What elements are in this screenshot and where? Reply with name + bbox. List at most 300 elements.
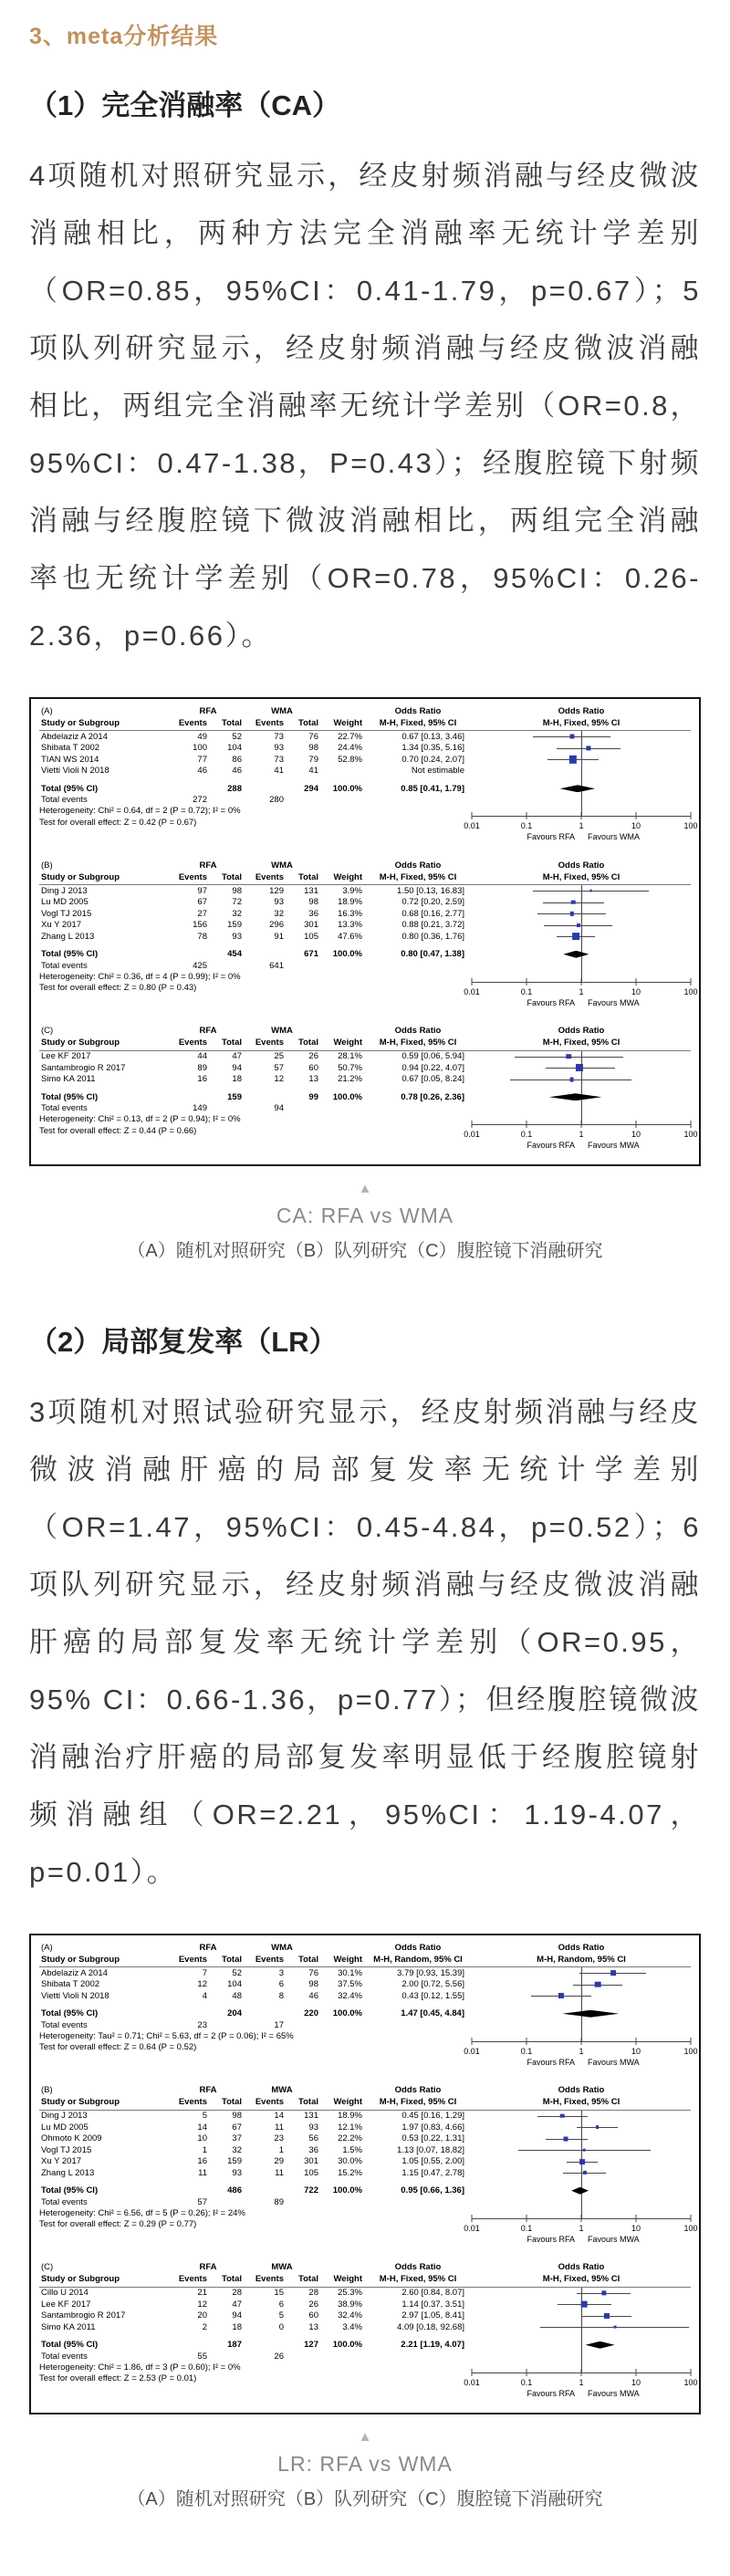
total-n1: 486 xyxy=(227,2185,242,2195)
effect-plot-header: Odds Ratio xyxy=(558,2262,605,2273)
group1-header: RFA xyxy=(199,860,217,871)
events1: 67 xyxy=(197,897,207,907)
subsection-title-lr: （2）局部复发率（LR） xyxy=(29,1326,338,1358)
study-name: Vogl TJ 2015 xyxy=(41,908,92,919)
plot-cell xyxy=(472,1051,691,1063)
forest-study-row xyxy=(39,908,691,920)
events2: 0 xyxy=(278,2321,284,2332)
no-effect-vertical-line xyxy=(581,2002,582,2008)
axis-tick-label: 10 xyxy=(631,2046,641,2056)
effect-marker xyxy=(583,2171,587,2174)
effect-marker xyxy=(581,2301,588,2308)
ci-text: 0.68 [0.16, 2.77] xyxy=(402,908,464,919)
total-n2: 722 xyxy=(304,2185,318,2195)
forest-header-row xyxy=(39,1026,691,1038)
effect-marker xyxy=(571,900,576,904)
group1-header: RFA xyxy=(199,705,217,716)
events1: 100 xyxy=(193,743,207,753)
total-events2: 641 xyxy=(269,960,284,971)
total2: 46 xyxy=(308,1990,318,2001)
weight: 38.9% xyxy=(338,2299,362,2310)
total-n2: 99 xyxy=(308,1091,318,1102)
events1: 1 xyxy=(202,2144,207,2155)
ci-text: 1.14 [0.37, 3.51] xyxy=(402,2299,464,2310)
axis-tick-label: 0.01 xyxy=(464,821,480,830)
column-header: Weight xyxy=(333,717,362,728)
axis-tick-label: 100 xyxy=(683,2377,698,2387)
effect-marker xyxy=(572,933,579,940)
events2: 129 xyxy=(269,885,284,896)
events2: 57 xyxy=(274,1062,284,1073)
total-diamond xyxy=(549,1093,601,1100)
events1: 156 xyxy=(193,920,207,930)
forest-study-row xyxy=(39,2133,691,2145)
total-events2: 89 xyxy=(274,2196,284,2207)
effect-marker xyxy=(566,1054,571,1059)
plot-cell xyxy=(472,2299,691,2310)
column-header: Events xyxy=(178,2274,207,2285)
forest-footer-row xyxy=(39,971,698,1014)
weight: 18.9% xyxy=(338,2111,362,2121)
study-name: Lee KF 2017 xyxy=(41,1051,91,1061)
plot-cell xyxy=(472,2196,691,2208)
plot-cell xyxy=(472,2019,691,2031)
effect-marker xyxy=(589,890,592,892)
panel-label: (B) xyxy=(41,860,53,871)
weight: 32.4% xyxy=(338,1990,362,2001)
weight: 28.1% xyxy=(338,1051,362,1061)
forest-total-row xyxy=(39,949,691,961)
events2: 91 xyxy=(274,931,284,942)
paragraph-ca: 4项随机对照研究显示，经皮射频消融与经皮微波消融相比，两种方法完全消融率无统计学差别（OR=0.85，95%CI：0.41-1.79，p=0.67）；5项队列研究显示，经皮射频消融与经皮微波消融相比，两组完全消融率无统计学差别（OR=0.8，95%CI：0.47-1.38，P=0.43）；经腹腔镜下射频消融与经腹腔镜下微波消融相比，两组完全消融率也无统计学差别（OR=0.78，95%CI：0.26-2.36，p=0.66）。 xyxy=(29,160,701,652)
total2: 105 xyxy=(304,931,318,942)
total-events-label: Total events xyxy=(41,2196,88,2207)
total1: 159 xyxy=(227,2156,242,2166)
column-header: Total xyxy=(222,717,242,728)
effect-marker xyxy=(583,2149,586,2152)
study-name: TIAN WS 2014 xyxy=(41,754,99,765)
axis-tick xyxy=(472,2215,473,2222)
overall-effect-text: Test for overall effect: Z = 2.53 (P = 0.01) xyxy=(39,2373,197,2383)
no-effect-vertical-line xyxy=(581,1085,582,1091)
forest-plot-lr-image[interactable] xyxy=(29,1934,701,2414)
figure-caption-lr: LR: RFA vs WMA xyxy=(277,2451,453,2476)
effect-marker xyxy=(569,735,574,739)
total-label: Total (95% CI) xyxy=(41,2008,99,2018)
forest-axis xyxy=(464,2031,698,2073)
forest-study-row xyxy=(39,743,691,755)
events2: 11 xyxy=(275,2167,284,2178)
events2: 73 xyxy=(274,731,284,742)
axis-tick-label: 0.01 xyxy=(464,2377,480,2387)
effect-marker xyxy=(570,912,574,915)
total2: 26 xyxy=(308,1051,318,1061)
method-plot-header: M-H, Fixed, 95% CI xyxy=(542,871,620,882)
spacer-row xyxy=(39,943,691,949)
total1: 47 xyxy=(232,1051,242,1061)
forest-study-row xyxy=(39,2321,691,2333)
ci-text: 0.80 [0.36, 1.76] xyxy=(402,931,464,942)
axis-tick xyxy=(581,978,582,986)
effect-header: Odds Ratio xyxy=(394,705,442,716)
events1: 7 xyxy=(202,1967,207,1978)
study-name: Xu Y 2017 xyxy=(41,2156,82,2166)
total-ci-text: 0.80 [0.47, 1.38] xyxy=(401,949,464,959)
total1: 18 xyxy=(232,1074,242,1084)
stats-text xyxy=(39,1114,472,1137)
study-name: Ding J 2013 xyxy=(41,2111,88,2121)
total-events1: 57 xyxy=(197,2196,207,2207)
plot-cell xyxy=(472,2144,691,2156)
plot-cell xyxy=(472,2156,691,2168)
favours-right-label: Favours MWA xyxy=(588,2234,640,2244)
total-events1: 425 xyxy=(193,960,207,971)
ci-text: 1.97 [0.83, 4.66] xyxy=(402,2122,464,2133)
study-name: Vietti Violi N 2018 xyxy=(41,766,110,776)
forest-column-header-row xyxy=(39,2274,691,2288)
heterogeneity-text: Heterogeneity: Chi² = 0.64, df = 2 (P = 0.72); I² = 0% xyxy=(39,806,241,816)
ci-text: 0.67 [0.05, 8.24] xyxy=(402,1074,464,1084)
study-name: Santambrogio R 2017 xyxy=(41,2310,126,2320)
axis-tick xyxy=(581,812,582,819)
ci-text: 4.09 [0.18, 92.68] xyxy=(397,2321,464,2332)
axis-tick-label: 100 xyxy=(683,2046,698,2056)
total1: 52 xyxy=(232,731,242,742)
total1: 159 xyxy=(227,920,242,930)
ci-text: 2.00 [0.72, 5.56] xyxy=(402,1979,464,1989)
column-header: Weight xyxy=(333,1038,362,1048)
axis-tick xyxy=(581,2038,582,2045)
forest-events-row xyxy=(39,795,691,807)
events1: 21 xyxy=(197,2288,207,2298)
axis-tick-label: 100 xyxy=(683,986,698,996)
forest-events-row xyxy=(39,2351,691,2362)
column-header: Events xyxy=(255,2274,284,2285)
axis-tick xyxy=(581,1121,582,1128)
events2: 29 xyxy=(274,2156,284,2166)
axis-tick-label: 0.1 xyxy=(520,986,533,996)
weight: 22.2% xyxy=(338,2133,362,2143)
total1: 67 xyxy=(232,2122,242,2133)
no-effect-vertical-line xyxy=(581,795,582,807)
figure-note-ca: （A）随机对照研究（B）队列研究（C）腹腔镜下消融研究 xyxy=(127,1241,603,1261)
axis-tick-label: 1 xyxy=(579,2046,584,2056)
total2: 301 xyxy=(304,920,318,930)
plot-cell xyxy=(472,885,691,897)
axis-tick xyxy=(472,812,473,819)
total-diamond xyxy=(571,2187,589,2195)
total-events1: 23 xyxy=(197,2019,207,2030)
total1: 32 xyxy=(232,908,242,919)
study-name: Zhang L 2013 xyxy=(41,931,95,942)
study-name: Santambrogio R 2017 xyxy=(41,1062,126,1073)
ci-text: 2.60 [0.84, 8.07] xyxy=(402,2288,464,2298)
effect-marker xyxy=(569,1077,574,1081)
effect-header: Odds Ratio xyxy=(394,2262,442,2273)
events2: 23 xyxy=(274,2133,284,2143)
ci-text: 0.59 [0.06, 5.94] xyxy=(402,1051,464,1061)
study-name: Lee KF 2017 xyxy=(41,2299,91,2310)
events2: 93 xyxy=(274,743,284,753)
total2: 36 xyxy=(308,2144,318,2155)
events1: 10 xyxy=(197,2133,207,2143)
events2: 8 xyxy=(278,1990,284,2001)
stats-text xyxy=(39,806,472,829)
plot-cell xyxy=(472,920,691,932)
events1: 14 xyxy=(197,2122,207,2133)
column-header: Total xyxy=(298,871,318,882)
forest-header-row xyxy=(39,2262,691,2274)
events1: 77 xyxy=(197,754,207,765)
plot-cell xyxy=(472,766,691,777)
plot-cell xyxy=(472,1074,691,1086)
events2: 1 xyxy=(278,2144,284,2155)
weight: 3.4% xyxy=(342,2321,362,2332)
study-name: Lu MD 2005 xyxy=(41,897,89,907)
no-effect-vertical-line xyxy=(581,777,582,783)
no-effect-vertical-line xyxy=(581,2179,582,2185)
weight: 12.1% xyxy=(338,2122,362,2133)
method-plot-header: M-H, Fixed, 95% CI xyxy=(542,1038,620,1048)
total-weight: 100.0% xyxy=(332,2008,362,2018)
events1: 44 xyxy=(197,1051,207,1061)
method-header: M-H, Random, 95% CI xyxy=(373,1954,463,1965)
panel-label: (B) xyxy=(41,2085,53,2096)
plot-cell xyxy=(472,949,691,961)
forest-column-header-row xyxy=(39,1038,691,1051)
ci-text: 1.50 [0.13, 16.83] xyxy=(397,885,464,896)
total2: 79 xyxy=(308,754,318,765)
study-name: Simo KA 2011 xyxy=(41,1074,96,1084)
weight: 15.2% xyxy=(338,2167,362,2178)
forest-axis xyxy=(464,2362,698,2404)
forest-plot-ca-image[interactable] xyxy=(29,697,701,1166)
column-header: Events xyxy=(255,1038,284,1048)
ci-text: 0.88 [0.21, 3.72] xyxy=(402,920,464,930)
overall-effect-text: Test for overall effect: Z = 0.42 (P = 0.67) xyxy=(39,817,197,828)
axis-tick-label: 100 xyxy=(683,821,698,830)
no-effect-vertical-line xyxy=(581,943,582,949)
column-header: Events xyxy=(255,871,284,882)
forest-study-row xyxy=(39,2122,691,2133)
method-header: M-H, Fixed, 95% CI xyxy=(379,2274,457,2285)
forest-study-row xyxy=(39,1051,691,1063)
weight: 24.4% xyxy=(338,743,362,753)
no-effect-vertical-line xyxy=(581,2340,582,2352)
total-weight: 100.0% xyxy=(332,949,362,959)
collapse-triangle-icon: ▲ xyxy=(358,2428,372,2445)
axis-tick-label: 10 xyxy=(631,821,641,830)
plot-cell xyxy=(472,897,691,909)
section-complete-ablation xyxy=(29,82,701,1262)
heterogeneity-text: Heterogeneity: Chi² = 0.36, df = 4 (P = 0.99); I² = 0% xyxy=(39,971,241,982)
plot-cell xyxy=(472,2008,691,2020)
column-header: Study or Subgroup xyxy=(41,717,120,728)
method-plot-header: M-H, Fixed, 95% CI xyxy=(542,2274,620,2285)
total1: 46 xyxy=(232,766,242,776)
axis-tick-label: 0.1 xyxy=(520,2223,533,2233)
axis-tick xyxy=(636,978,637,986)
forest-study-row xyxy=(39,2288,691,2300)
study-name: Vogl TJ 2015 xyxy=(41,2144,92,2155)
forest-axis xyxy=(464,1114,698,1156)
column-header: Total xyxy=(222,2274,242,2285)
ci-text: 1.15 [0.47, 2.78] xyxy=(402,2167,464,2178)
column-header: Weight xyxy=(333,1954,362,1965)
events1: 12 xyxy=(197,1979,207,1989)
overall-effect-text: Test for overall effect: Z = 0.29 (P = 0.77) xyxy=(39,2219,197,2229)
total-ci-text: 0.95 [0.66, 1.36] xyxy=(401,2185,464,2195)
total-n2: 127 xyxy=(304,2340,318,2350)
group1-header: RFA xyxy=(199,1942,217,1953)
total2: 98 xyxy=(308,1979,318,1989)
forest-study-row xyxy=(39,885,691,897)
ci-text: 0.43 [0.12, 1.55] xyxy=(402,1990,464,2001)
forest-study-row xyxy=(39,2167,691,2179)
favours-right-label: Favours MWA xyxy=(588,2057,640,2067)
axis-tick xyxy=(691,1121,692,1128)
study-name: Simo KA 2011 xyxy=(41,2321,96,2332)
effect-marker xyxy=(579,2159,585,2164)
effect-plot-header: Odds Ratio xyxy=(558,2085,605,2096)
total2: 36 xyxy=(308,908,318,919)
forest-study-row xyxy=(39,931,691,943)
forest-total-row xyxy=(39,1091,691,1103)
plot-cell xyxy=(472,2310,691,2322)
total2: 98 xyxy=(308,743,318,753)
events1: 4 xyxy=(202,1990,207,2001)
group2-header: WMA xyxy=(271,705,293,716)
favours-left-label: Favours RFA xyxy=(527,2057,575,2067)
plot-cell xyxy=(472,960,691,972)
plot-cell xyxy=(472,2321,691,2333)
section-local-recurrence xyxy=(29,1319,701,2510)
forest-study-row xyxy=(39,2156,691,2168)
no-effect-vertical-line xyxy=(581,960,582,972)
total1: 94 xyxy=(232,2310,242,2320)
plot-cell xyxy=(472,731,691,743)
weight: 50.7% xyxy=(338,1062,362,1073)
axis-tick-label: 1 xyxy=(579,2377,584,2387)
forest-header-row xyxy=(39,860,691,871)
column-header: Total xyxy=(298,2274,318,2285)
column-header: Total xyxy=(222,1954,242,1965)
events2: 11 xyxy=(275,2122,284,2133)
column-header: Study or Subgroup xyxy=(41,1038,120,1048)
axis-tick-label: 1 xyxy=(579,986,584,996)
total2: 13 xyxy=(308,2321,318,2332)
column-header: Events xyxy=(178,871,207,882)
total1: 47 xyxy=(232,2299,242,2310)
forest-study-row xyxy=(39,897,691,909)
total1: 18 xyxy=(232,2321,242,2332)
weight: 52.8% xyxy=(338,754,362,765)
events2: 93 xyxy=(274,897,284,907)
study-name: Shibata T 2002 xyxy=(41,1979,100,1989)
total-events2: 280 xyxy=(269,795,284,805)
forest-study-row xyxy=(39,1990,691,2002)
total1: 98 xyxy=(232,2111,242,2121)
total-label: Total (95% CI) xyxy=(41,2340,99,2350)
method-header: M-H, Fixed, 95% CI xyxy=(379,717,457,728)
forest-study-row xyxy=(39,2310,691,2322)
forest-total-row xyxy=(39,2340,691,2352)
axis-tick xyxy=(691,2369,692,2376)
forest-column-header-row xyxy=(39,717,691,731)
plot-cell xyxy=(472,783,691,795)
events1: 11 xyxy=(198,2167,207,2178)
total-n1: 204 xyxy=(227,2008,242,2018)
total1: 104 xyxy=(227,743,242,753)
column-header: Events xyxy=(178,717,207,728)
favours-left-label: Favours RFA xyxy=(527,832,575,841)
favours-left-label: Favours RFA xyxy=(527,2388,575,2398)
section-title: 3、meta分析结果 xyxy=(29,24,219,49)
axis-tick-label: 0.1 xyxy=(520,2046,533,2056)
weight: 37.5% xyxy=(338,1979,362,1989)
axis-tick xyxy=(636,1121,637,1128)
forest-column-header-row xyxy=(39,1954,691,1967)
plot-cell xyxy=(472,931,691,943)
weight: 16.3% xyxy=(338,908,362,919)
plot-cell xyxy=(472,2333,691,2340)
axis-tick xyxy=(472,1121,473,1128)
column-header: Total xyxy=(298,2097,318,2108)
paragraph-lr: 3项随机对照试验研究显示，经皮射频消融与经皮微波消融肝癌的局部复发率无统计学差别（OR=1.47，95%CI：0.45-4.84，p=0.52）；6项队列研究显示，经皮射频消融与经皮微波消融肝癌的局部复发率无统计学差别（OR=0.95，95% CI：0.66-1.36，p=0.77）；但经腹腔镜微波消融治疗肝癌的局部复发率明显低于经腹腔镜射频消融组（OR=2.21，95%CI：1.19-4.07，p=0.01）。 xyxy=(29,1396,701,1888)
favours-left-label: Favours RFA xyxy=(527,2234,575,2244)
study-name: Abdelaziz A 2014 xyxy=(41,731,108,742)
group2-header: WMA xyxy=(271,860,293,871)
effect-marker xyxy=(595,1981,601,1987)
plot-cell xyxy=(472,2133,691,2145)
study-name: Cillo U 2014 xyxy=(41,2288,89,2298)
total1: 104 xyxy=(227,1979,242,1989)
effect-header: Odds Ratio xyxy=(394,1026,442,1037)
axis-tick-label: 1 xyxy=(579,2223,584,2233)
weight: 30.0% xyxy=(338,2156,362,2166)
favours-left-label: Favours RFA xyxy=(527,1141,575,1150)
no-effect-vertical-line xyxy=(581,766,582,777)
forest-events-row xyxy=(39,960,691,972)
column-header: Events xyxy=(178,1954,207,1965)
axis-tick-label: 10 xyxy=(631,1130,641,1139)
total2: 56 xyxy=(308,2133,318,2143)
total-label: Total (95% CI) xyxy=(41,2185,99,2195)
plot-cell xyxy=(472,2351,691,2362)
stats-text xyxy=(39,2362,472,2385)
total1: 93 xyxy=(232,931,242,942)
forest-panel-A xyxy=(39,1942,698,2073)
effect-header: Odds Ratio xyxy=(394,1942,442,1953)
total-events2: 17 xyxy=(274,2019,284,2030)
forest-header-row xyxy=(39,705,691,717)
total-events-label: Total events xyxy=(41,2019,88,2030)
forest-study-row xyxy=(39,2299,691,2310)
effect-marker xyxy=(558,1993,564,1998)
total2: 41 xyxy=(308,766,318,776)
total-weight: 100.0% xyxy=(332,1091,362,1102)
axis-tick-label: 0.1 xyxy=(520,2377,533,2387)
plot-cell xyxy=(472,1062,691,1074)
total-label: Total (95% CI) xyxy=(41,1091,99,1102)
total1: 48 xyxy=(232,1990,242,2001)
total2: 26 xyxy=(308,2299,318,2310)
events1: 2 xyxy=(202,2321,207,2332)
panel-label: (A) xyxy=(41,1942,53,1953)
plot-cell xyxy=(472,1103,691,1115)
axis-tick xyxy=(581,2369,582,2376)
total-diamond xyxy=(563,951,589,958)
